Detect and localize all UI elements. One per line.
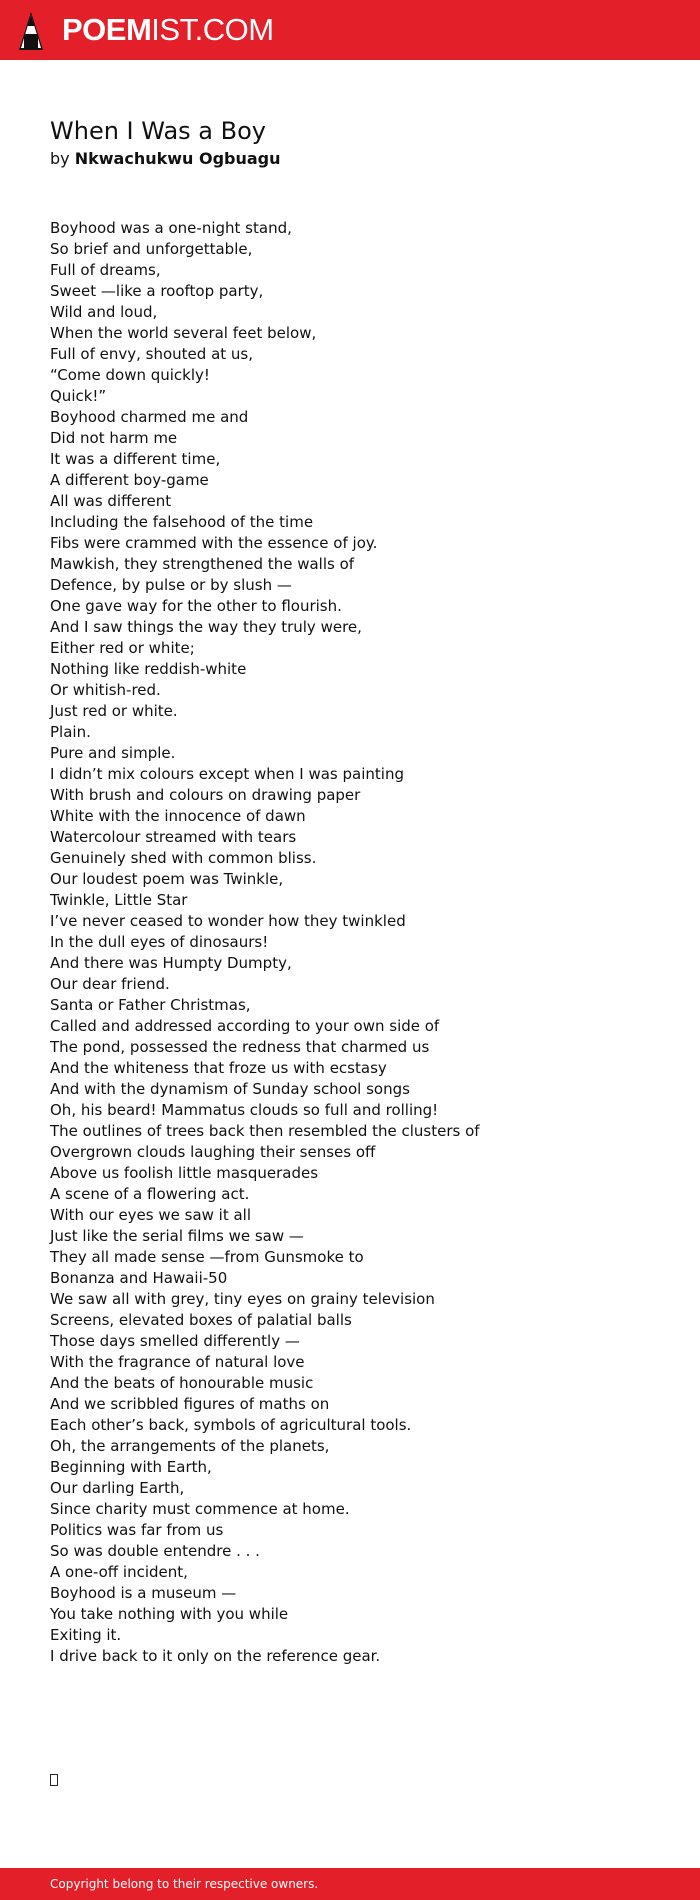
poem-line: Did not harm me: [50, 429, 178, 447]
poem-line: A scene of a flowering act.: [50, 1185, 250, 1203]
poem-line: Quick!”: [50, 387, 107, 405]
poem-line: Watercolour streamed with tears: [50, 828, 297, 846]
poem-line: And we scribbled figures of maths on: [50, 1395, 330, 1413]
poem-line: Oh, his beard! Mammatus clouds so full and rolling!: [50, 1101, 439, 1119]
poem-line: Sweet —like a rooftop party,: [50, 282, 264, 300]
poem-line: The pond, possessed the redness that charmed us: [50, 1038, 430, 1056]
poem-line: They all made sense —from Gunsmoke to: [50, 1248, 364, 1266]
poem-line: Overgrown clouds laughing their senses off: [50, 1143, 376, 1161]
poem-line: I’ve never ceased to wonder how they twinkled: [50, 912, 406, 930]
poem-line: Just like the serial films we saw —: [50, 1227, 304, 1245]
poem-line: Exiting it.: [50, 1626, 122, 1644]
poem-line: With our eyes we saw it all: [50, 1206, 252, 1224]
poem-line: Full of envy, shouted at us,: [50, 345, 254, 363]
poem-line: All was different: [50, 492, 172, 510]
poem-line: With the fragrance of natural love: [50, 1353, 305, 1371]
author-name: Nkwachukwu Ogbuagu: [74, 149, 281, 168]
poem-line: White with the innocence of dawn: [50, 807, 306, 825]
poem-line: Full of dreams,: [50, 261, 161, 279]
poem-line: In the dull eyes of dinosaurs!: [50, 933, 269, 951]
poem-line: A one-off incident,: [50, 1563, 188, 1581]
poem-line: Fibs were crammed with the essence of joy.: [50, 534, 378, 552]
poem-line: And I saw things the way they truly were,: [50, 618, 362, 636]
poem-line: Those days smelled differently —: [50, 1332, 300, 1350]
poem-line: You take nothing with you while: [50, 1605, 289, 1623]
poem-line: So brief and unforgettable,: [50, 240, 253, 258]
site-logo[interactable]: [62, 10, 274, 50]
byline: [50, 148, 281, 170]
poem-line: One gave way for the other to flourish.: [50, 597, 342, 615]
poem-line: Our loudest poem was Twinkle,: [50, 870, 284, 888]
poem-line: Oh, the arrangements of the planets,: [50, 1437, 330, 1455]
poem-line: Nothing like reddish-white: [50, 660, 247, 678]
share-icon[interactable]: [50, 1774, 58, 1786]
poem-line: When the world several feet below,: [50, 324, 317, 342]
poem-line: I didn’t mix colours except when I was painting: [50, 765, 404, 783]
poem-line: And the beats of honourable music: [50, 1374, 314, 1392]
copyright-text: Copyright belong to their respective owners.: [50, 1877, 319, 1891]
poem-line: With brush and colours on drawing paper: [50, 786, 361, 804]
poem-line: Politics was far from us: [50, 1521, 224, 1539]
site-header: [0, 0, 700, 60]
poem-line: So was double entendre . . .: [50, 1542, 260, 1560]
poem-line: Beginning with Earth,: [50, 1458, 212, 1476]
poem-line: Bonanza and Hawaii-50: [50, 1269, 228, 1287]
site-footer: [0, 1868, 700, 1900]
poem-line: Or whitish-red.: [50, 681, 161, 699]
by-label: by: [50, 149, 70, 168]
logo-text-light: IST.COM: [151, 12, 274, 47]
poem-line: Above us foolish little masquerades: [50, 1164, 319, 1182]
poem-body: [50, 218, 670, 1667]
pencil-tip-icon[interactable]: [18, 10, 44, 52]
poem-line: Screens, elevated boxes of palatial balls: [50, 1311, 352, 1329]
poem-line: Twinkle, Little Star: [50, 891, 188, 909]
poem-line: Boyhood is a museum —: [50, 1584, 237, 1602]
poem-line: Mawkish, they strengthened the walls of: [50, 555, 355, 573]
poem-line: Santa or Father Christmas,: [50, 996, 251, 1014]
poem-line: Genuinely shed with common bliss.: [50, 849, 317, 867]
poem-line: “Come down quickly!: [50, 366, 210, 384]
logo-text-bold: POEM: [62, 12, 152, 47]
poem-line: It was a different time,: [50, 450, 221, 468]
poem-line: Either red or white;: [50, 639, 195, 657]
poem-line: Our dear friend.: [50, 975, 170, 993]
poem-line: Wild and loud,: [50, 303, 158, 321]
poem-line: Defence, by pulse or by slush —: [50, 576, 292, 594]
poem-line: Each other’s back, symbols of agricultural tools.: [50, 1416, 412, 1434]
poem-line: Boyhood was a one-night stand,: [50, 219, 292, 237]
poem-line: Just red or white.: [50, 702, 178, 720]
poem-title: When I Was a Boy: [50, 117, 266, 145]
poem-line: Pure and simple.: [50, 744, 176, 762]
poem-line: Including the falsehood of the time: [50, 513, 314, 531]
poem-line: We saw all with grey, tiny eyes on grainy television: [50, 1290, 435, 1308]
poem-line: And there was Humpty Dumpty,: [50, 954, 292, 972]
poem-line: Called and addressed according to your own side of: [50, 1017, 440, 1035]
poem-line: And the whiteness that froze us with ecstasy: [50, 1059, 387, 1077]
poem-line: I drive back to it only on the reference gear.: [50, 1647, 381, 1665]
poem-line: The outlines of trees back then resembled the clusters of: [50, 1122, 480, 1140]
poem-line: Boyhood charmed me and: [50, 408, 249, 426]
poem-line: Plain.: [50, 723, 91, 741]
poem-line: A different boy-game: [50, 471, 209, 489]
poem-line: And with the dynamism of Sunday school songs: [50, 1080, 410, 1098]
poem-line: Our darling Earth,: [50, 1479, 185, 1497]
poem-line: Since charity must commence at home.: [50, 1500, 350, 1518]
